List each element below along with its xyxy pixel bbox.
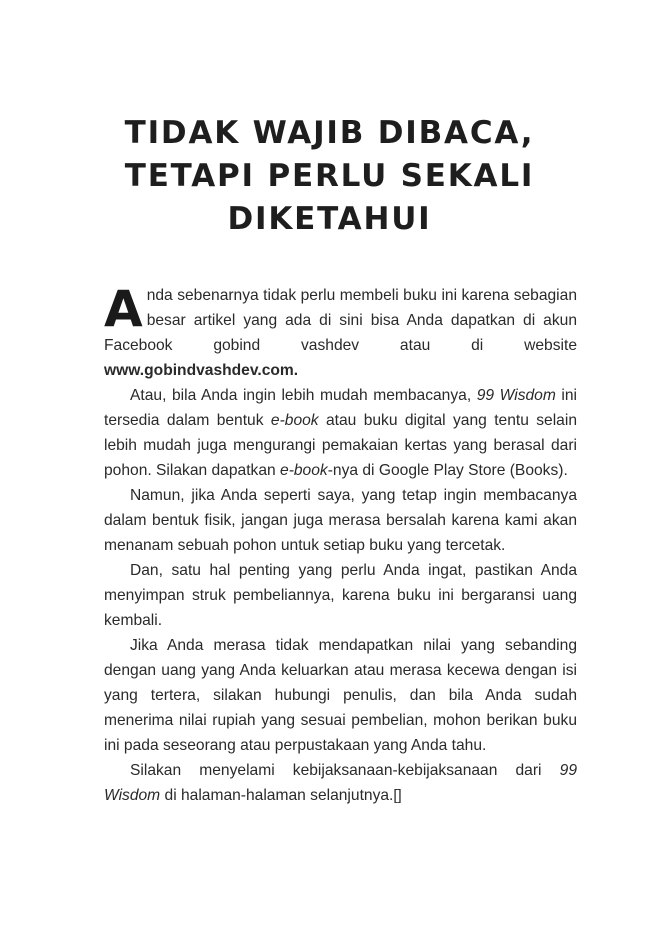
paragraph-6 bbox=[104, 758, 577, 808]
book-title-emphasis-2: 99 Wisdom bbox=[104, 762, 577, 804]
paragraph-2-text-2: ini tersedia dalam bentuk bbox=[104, 387, 577, 429]
paragraph-1 bbox=[104, 280, 577, 383]
paragraph-2-text-4: -nya di Google Play Store (Books). bbox=[327, 462, 568, 479]
paragraph-1-text: nda sebenarnya tidak perlu membeli buku ini karena sebagian besar artikel yang ada di sini bisa Anda dapatkan di akun Facebook gobind vashdev atau di website bbox=[104, 287, 577, 354]
paragraph-2-text-1: Atau, bila Anda ingin lebih mudah membacanya, bbox=[130, 387, 477, 404]
paragraph-2 bbox=[104, 383, 577, 483]
website-link-text: www.gobindvashdev.com. bbox=[104, 362, 299, 379]
chapter-title bbox=[60, 112, 599, 241]
paragraph-3: Namun, jika Anda seperti saya, yang tetap ingin membacanya dalam bentuk fisik, jangan juga merasa bersalah karena kami akan menanam sebuah pohon untuk setiap buku yang tercetak. bbox=[104, 487, 577, 554]
paragraph-6-text-1: Silakan menyelami kebijaksanaan-kebijaksanaan dari bbox=[130, 762, 560, 779]
ebook-emphasis-2: e-book bbox=[280, 462, 328, 479]
paragraph-4: Dan, satu hal penting yang perlu Anda ingat, pastikan Anda menyimpan struk pembeliannya, karena buku ini bergaransi uang kembali. bbox=[104, 562, 577, 629]
paragraph-2-text-3: atau buku digital yang tentu selain lebih mudah juga mengurangi pemakaian kertas yang berasal dari pohon. Silakan dapatkan bbox=[104, 412, 577, 479]
paragraph-6-text-2: di halaman-halaman selanjutnya. bbox=[160, 787, 394, 804]
paragraph-5: Jika Anda merasa tidak mendapatkan nilai yang sebanding dengan uang yang Anda keluarkan atau merasa kecewa dengan isi yang tertera, silakan hubungi penulis, dan bila Anda sudah menerima nilai rupiah yang sesuai pembelian, mohon berikan buku ini pada seseorang atau perpustakaan yang Anda tahu. bbox=[104, 637, 577, 754]
chapter-title-line-3: DIKETAHUI bbox=[227, 201, 432, 237]
end-mark: [] bbox=[393, 787, 402, 804]
chapter-title-line-1: TIDAK WAJIB DIBACA, bbox=[124, 115, 535, 151]
book-title-emphasis: 99 Wisdom bbox=[476, 387, 556, 404]
chapter-title-line-2: TETAPI PERLU SEKALI bbox=[124, 158, 535, 194]
drop-cap: A bbox=[104, 280, 143, 338]
body-text bbox=[104, 280, 577, 808]
ebook-emphasis: e-book bbox=[270, 412, 319, 429]
